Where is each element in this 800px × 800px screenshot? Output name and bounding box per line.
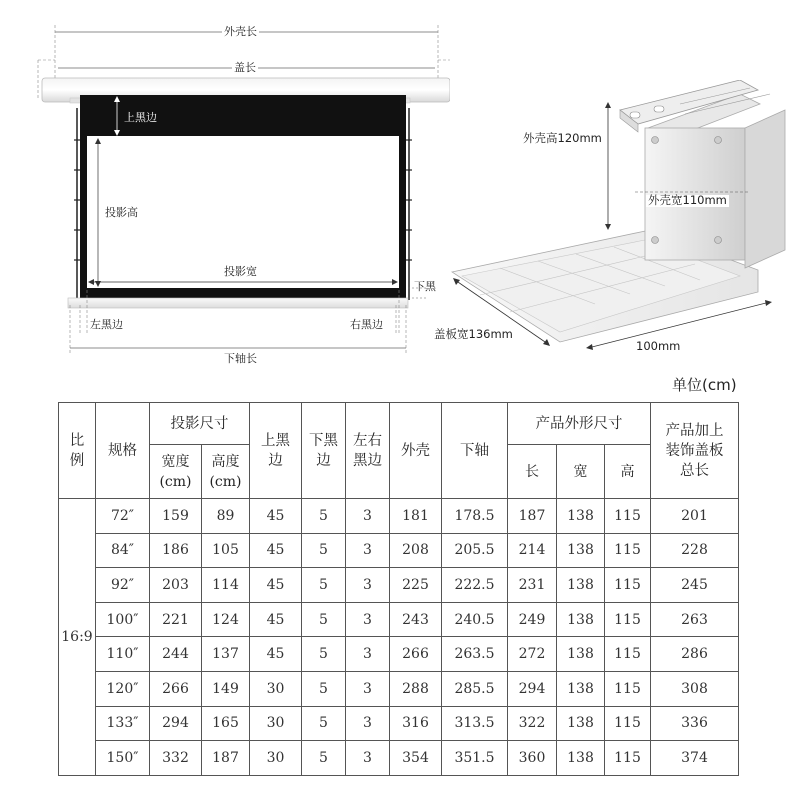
table-cell: 181 [390, 499, 442, 534]
header-width: 宽度 (cm) [150, 445, 202, 499]
table-cell: 266 [150, 671, 202, 706]
table-cell: 205.5 [442, 533, 508, 568]
table-cell: 115 [605, 741, 651, 776]
table-cell: 313.5 [442, 706, 508, 741]
table-cell: 138 [557, 499, 605, 534]
front-view-diagram [0, 0, 450, 370]
table-cell: 221 [150, 602, 202, 637]
table-cell: 5 [302, 499, 346, 534]
table-cell: 263 [651, 602, 739, 637]
table-cell: 159 [150, 499, 202, 534]
table-cell: 332 [150, 741, 202, 776]
table-cell: 244 [150, 637, 202, 672]
header-projection-size: 投影尺寸 [150, 403, 250, 445]
table-cell: 222.5 [442, 568, 508, 603]
table-cell: 165 [202, 706, 250, 741]
table-cell: 272 [508, 637, 557, 672]
table-cell: 115 [605, 706, 651, 741]
table-row [59, 637, 739, 672]
table-row [59, 706, 739, 741]
label-left-black-border: 左黑边 [90, 318, 123, 331]
header-lr-border: 左右黑边 [346, 403, 390, 499]
table-cell: 187 [202, 741, 250, 776]
table-cell: 351.5 [442, 741, 508, 776]
header-len: 长 [508, 445, 557, 499]
table-cell: 45 [250, 602, 302, 637]
table-cell: 336 [651, 706, 739, 741]
label-cover-length: 盖长 [234, 61, 256, 74]
table-cell: 360 [508, 741, 557, 776]
table-cell: 5 [302, 706, 346, 741]
table-cell: 266 [390, 637, 442, 672]
table-cell: 208 [390, 533, 442, 568]
label-cover-width: 盖板宽136mm [434, 327, 513, 341]
table-cell: 115 [605, 671, 651, 706]
table-cell: 294 [508, 671, 557, 706]
label-projection-height: 投影高 [105, 206, 138, 219]
header-outer-dims: 产品外形尺寸 [508, 403, 651, 445]
table-cell: 138 [557, 637, 605, 672]
table-cell: 214 [508, 533, 557, 568]
table-row [59, 602, 739, 637]
table-cell: 150″ [96, 741, 150, 776]
table-cell: 3 [346, 533, 390, 568]
ratio-cell: 16:9 [59, 499, 96, 776]
table-cell: 115 [605, 602, 651, 637]
table-cell: 285.5 [442, 671, 508, 706]
table-cell: 137 [202, 637, 250, 672]
label-shell-width: 外壳宽110mm [648, 193, 727, 207]
table-cell: 5 [302, 671, 346, 706]
table-cell: 322 [508, 706, 557, 741]
table-cell: 3 [346, 602, 390, 637]
header-hei: 高 [605, 445, 651, 499]
table-cell: 5 [302, 602, 346, 637]
table-cell: 149 [202, 671, 250, 706]
table-cell: 124 [202, 602, 250, 637]
table-cell: 115 [605, 533, 651, 568]
table-cell: 138 [557, 671, 605, 706]
bottom-bar [68, 298, 408, 308]
table-cell: 225 [390, 568, 442, 603]
table-cell: 114 [202, 568, 250, 603]
table-cell: 138 [557, 602, 605, 637]
table-cell: 186 [150, 533, 202, 568]
table-cell: 115 [605, 499, 651, 534]
table-cell: 115 [605, 637, 651, 672]
table-cell: 201 [651, 499, 739, 534]
header-spec: 规格 [96, 403, 150, 499]
label-depth: 100mm [636, 339, 681, 353]
label-projection-width: 投影宽 [224, 265, 257, 278]
table-cell: 203 [150, 568, 202, 603]
header-height: 高度 (cm) [202, 445, 250, 499]
table-cell: 308 [651, 671, 739, 706]
table-cell: 187 [508, 499, 557, 534]
table-cell: 115 [605, 568, 651, 603]
table-cell: 100″ [96, 602, 150, 637]
table-row [59, 741, 739, 776]
table-cell: 3 [346, 568, 390, 603]
table-cell: 5 [302, 533, 346, 568]
table-cell: 110″ [96, 637, 150, 672]
table-cell: 288 [390, 671, 442, 706]
table-cell: 30 [250, 671, 302, 706]
table-cell: 3 [346, 637, 390, 672]
table-cell: 3 [346, 671, 390, 706]
table-cell: 84″ [96, 533, 150, 568]
label-bottom-black: 下黑 [414, 280, 436, 293]
table-cell: 45 [250, 499, 302, 534]
table-cell: 316 [390, 706, 442, 741]
table-cell: 374 [651, 741, 739, 776]
label-right-black-border: 右黑边 [350, 318, 383, 331]
header-shell: 外壳 [390, 403, 442, 499]
table-cell: 228 [651, 533, 739, 568]
table-cell: 294 [150, 706, 202, 741]
label-shell-length: 外壳长 [224, 25, 257, 38]
table-cell: 30 [250, 741, 302, 776]
table-cell: 3 [346, 706, 390, 741]
table-row [59, 533, 739, 568]
table-cell: 3 [346, 741, 390, 776]
header-bottom-border: 下黑边 [302, 403, 346, 499]
table-cell: 263.5 [442, 637, 508, 672]
table-cell: 30 [250, 706, 302, 741]
table-cell: 243 [390, 602, 442, 637]
table-row [59, 671, 739, 706]
table-cell: 45 [250, 568, 302, 603]
spec-table [58, 402, 739, 776]
table-cell: 133″ [96, 706, 150, 741]
table-cell: 138 [557, 706, 605, 741]
table-row [59, 568, 739, 603]
header-total-length: 产品加上装饰盖板总长 [651, 403, 739, 499]
table-cell: 5 [302, 741, 346, 776]
table-cell: 354 [390, 741, 442, 776]
header-bottom-axis: 下轴 [442, 403, 508, 499]
table-cell: 5 [302, 568, 346, 603]
header-ratio: 比例 [59, 403, 96, 499]
table-cell: 5 [302, 637, 346, 672]
table-cell: 240.5 [442, 602, 508, 637]
table-cell: 138 [557, 533, 605, 568]
label-bottom-axis-length: 下轴长 [224, 352, 257, 365]
table-cell: 89 [202, 499, 250, 534]
unit-label: 单位(cm) [672, 376, 737, 394]
table-cell: 138 [557, 741, 605, 776]
table-cell: 286 [651, 637, 739, 672]
table-cell: 45 [250, 533, 302, 568]
table-cell: 3 [346, 499, 390, 534]
table-cell: 92″ [96, 568, 150, 603]
label-top-black-border: 上黑边 [124, 111, 157, 124]
table-row [59, 499, 739, 534]
table-cell: 178.5 [442, 499, 508, 534]
table-cell: 245 [651, 568, 739, 603]
table-cell: 45 [250, 637, 302, 672]
table-cell: 138 [557, 568, 605, 603]
label-shell-height: 外壳高120mm [523, 131, 602, 145]
table-cell: 105 [202, 533, 250, 568]
table-cell: 120″ [96, 671, 150, 706]
table-cell: 231 [508, 568, 557, 603]
header-top-border: 上黑边 [250, 403, 302, 499]
table-cell: 72″ [96, 499, 150, 534]
header-wid: 宽 [557, 445, 605, 499]
table-cell: 249 [508, 602, 557, 637]
